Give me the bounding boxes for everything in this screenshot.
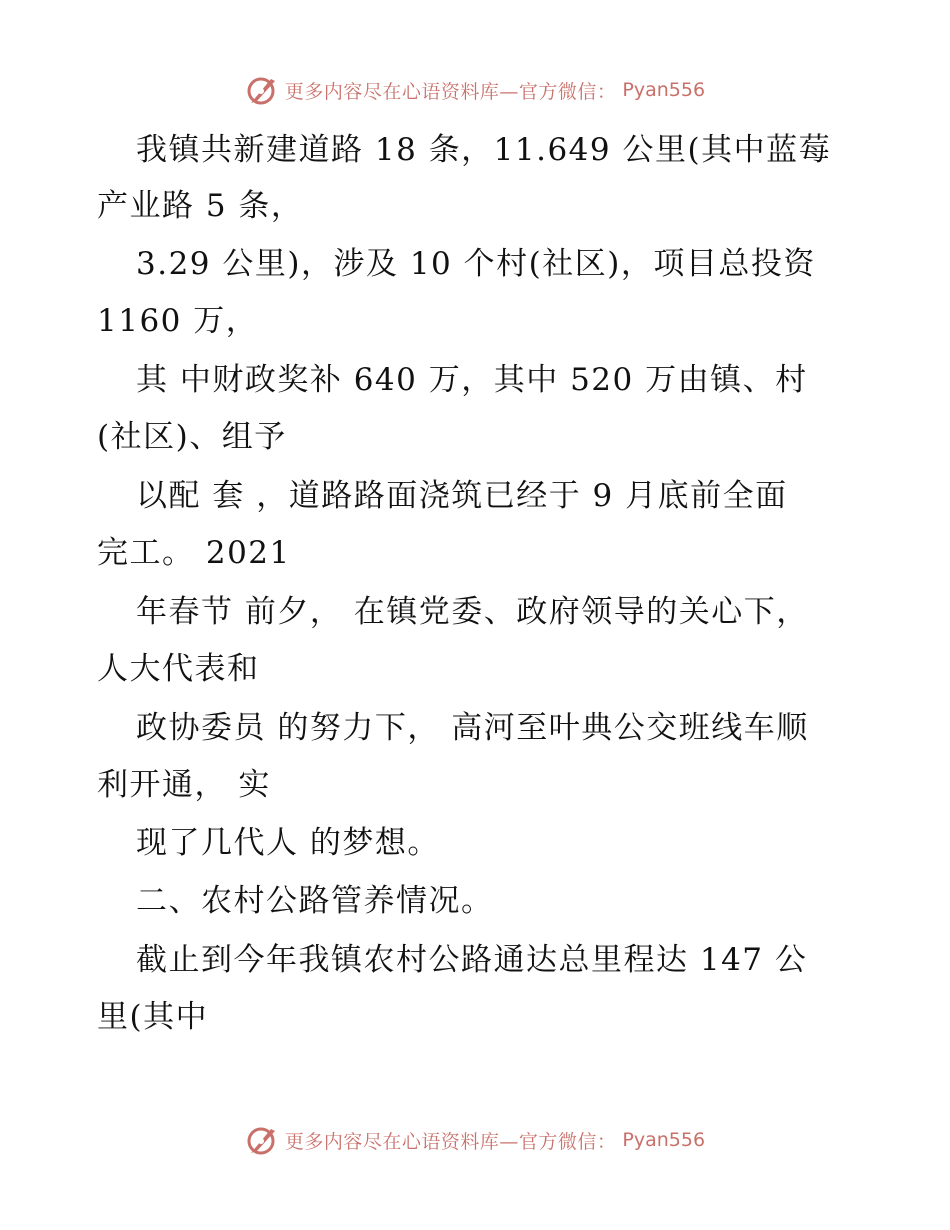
watermark-text: 更多内容尽在心语资料库—官方微信： [284, 1130, 617, 1153]
text-line: 我镇共新建道路 18 条，11.649 公里(其中蓝莓 [136, 132, 832, 168]
text-line: 截止到今年我镇农村公路通达总里程达 147 公 [136, 942, 808, 978]
text-line: 利开通， 实 [97, 767, 271, 803]
header-watermark [0, 70, 950, 110]
text-line: 里(其中 [97, 999, 209, 1035]
watermark-wechat-id: Pyan556 [622, 1129, 706, 1151]
text-line: 完工。 2021 [97, 535, 291, 571]
text-line: 现了几代人 的梦想。 [136, 825, 440, 861]
watermark-text: 更多内容尽在心语资料库—官方微信： [284, 80, 617, 103]
quill-logo-icon [245, 73, 279, 107]
text-line: 3.29 公里)，涉及 10 个村(社区)，项目总投资 [136, 246, 816, 282]
text-line: 政协委员 的努力下， 高河至叶典公交班线车顺 [136, 710, 809, 746]
text-line: (社区)、组予 [97, 419, 287, 455]
text-line: 人大代表和 [97, 651, 260, 687]
text-line: 年春节 前夕， 在镇党委、政府领导的关心下， [136, 594, 809, 630]
footer-watermark [0, 1120, 950, 1160]
text-line: 产业路 5 条， [97, 188, 304, 224]
section-heading: 二、农村公路管养情况。 [136, 883, 494, 919]
text-line: 其 中财政奖补 640 万，其中 520 万由镇、村 [136, 362, 808, 398]
text-line: 1160 万， [97, 303, 259, 339]
text-line: 以配 套 ，道路路面浇筑已经于 9 月底前全面 [136, 478, 788, 514]
quill-logo-icon [245, 1123, 279, 1157]
watermark-wechat-id: Pyan556 [622, 79, 706, 101]
